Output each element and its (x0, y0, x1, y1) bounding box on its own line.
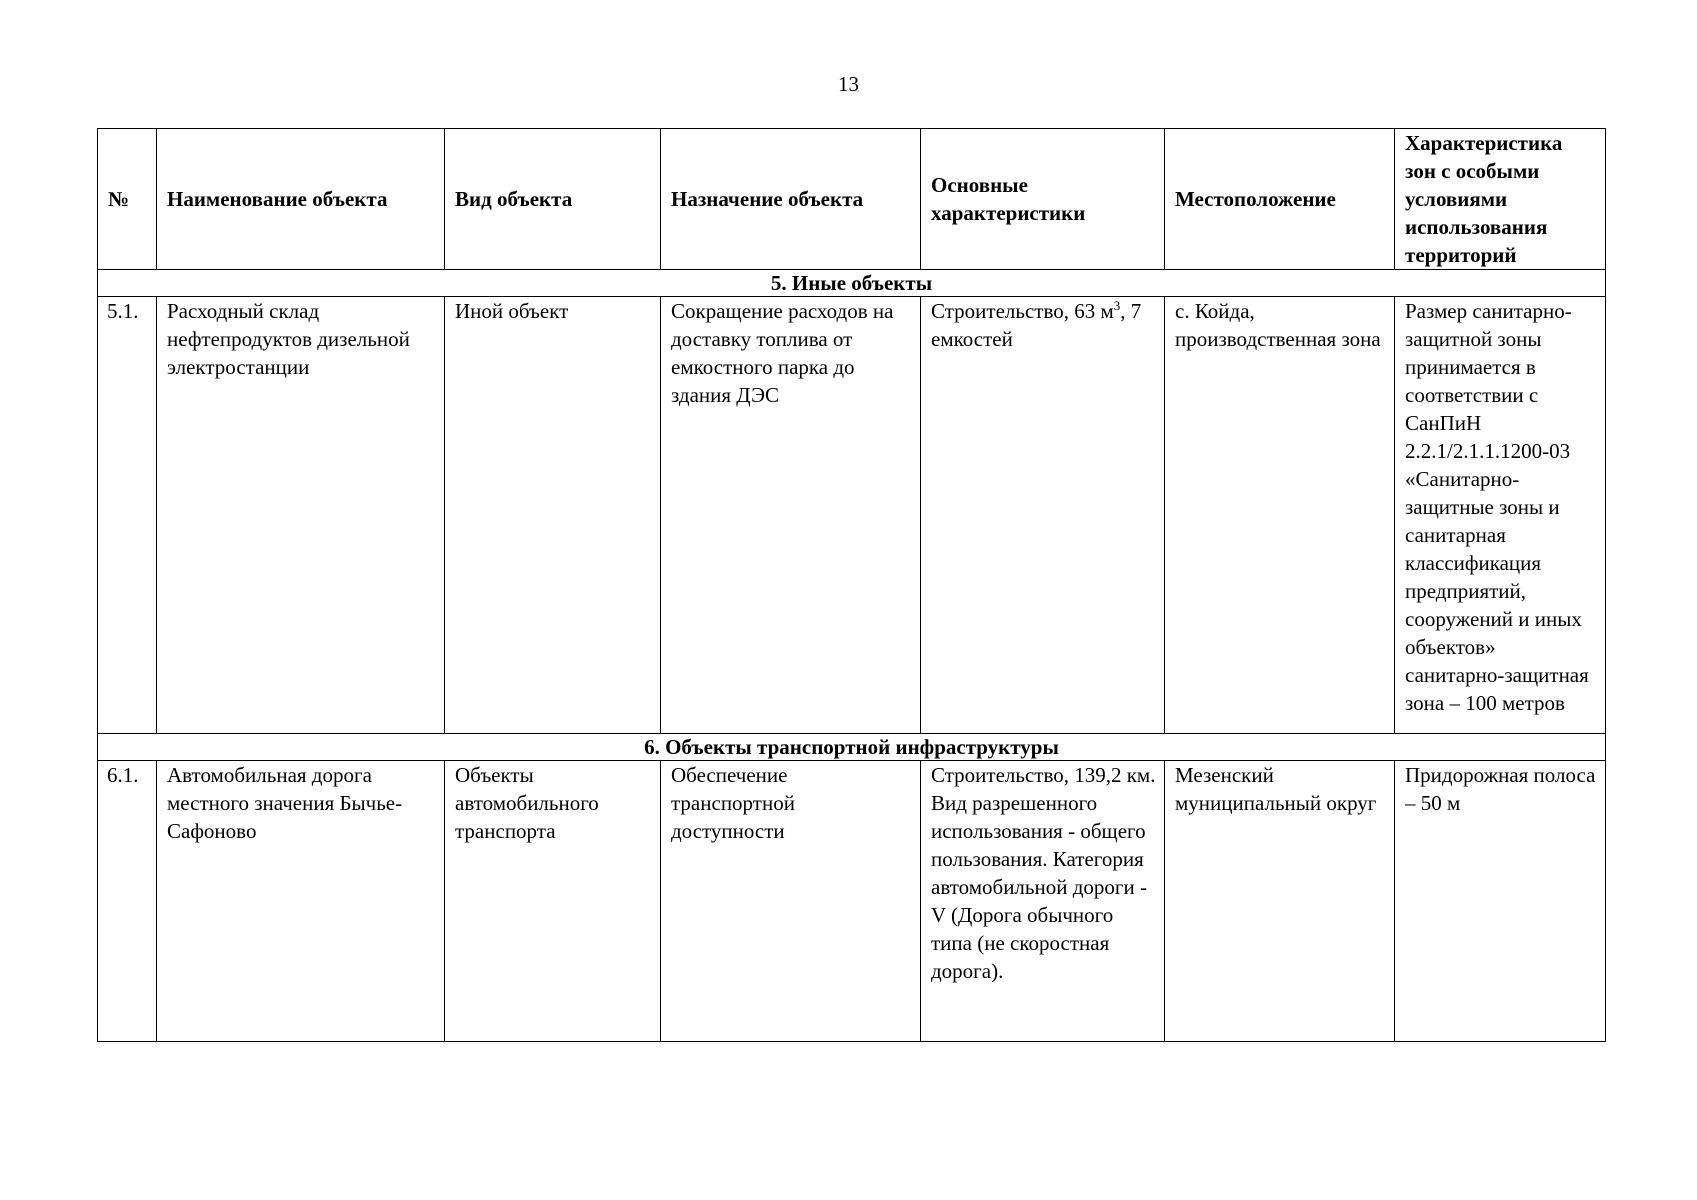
row-location: с. Койда, производственная зона (1165, 297, 1395, 734)
section-row (98, 734, 1606, 761)
row-purpose: Сокращение расходов на доставку топлива от емкостного парка до здания ДЭС (661, 297, 921, 734)
row-location: Мезенский муниципальный округ (1165, 761, 1395, 1042)
row-zones: Придорожная полоса – 50 м (1395, 761, 1606, 1042)
row-type: Объекты автомобильного транспорта (445, 761, 661, 1042)
objects-table (97, 128, 1606, 1042)
characteristics-text: Строительство, 63 м (931, 299, 1114, 323)
row-characteristics (921, 297, 1165, 734)
header-zones: Характеристика зон с особыми условиями использования территорий (1395, 129, 1606, 270)
header-type: Вид объекта (445, 129, 661, 270)
header-num: № (98, 129, 157, 270)
row-characteristics: Строительство, 139,2 км. Вид разрешенного использования - общего пользования. Категория автомобильной дороги - V (Дорога обычного типа (не скоростная дорога). (921, 761, 1165, 1042)
section-title: 5. Иные объекты (98, 270, 1606, 297)
row-name: Расходный склад нефтепродуктов дизельной электростанции (157, 297, 445, 734)
row-type: Иной объект (445, 297, 661, 734)
section-title: 6. Объекты транспортной инфраструктуры (98, 734, 1606, 761)
header-purpose: Назначение объекта (661, 129, 921, 270)
table-header-row (98, 129, 1606, 270)
characteristics-text-tail: , 7 емкостей (931, 299, 1142, 351)
row-num: 5.1. (98, 297, 157, 734)
header-location: Местоположение (1165, 129, 1395, 270)
header-name: Наименование объекта (157, 129, 445, 270)
page-number: 13 (838, 72, 859, 96)
section-row (98, 270, 1606, 297)
superscript-exponent: 3 (1113, 298, 1121, 313)
table-row (98, 761, 1606, 1042)
row-purpose: Обеспечение транспортной доступности (661, 761, 921, 1042)
header-characteristics: Основные характеристики (921, 129, 1165, 270)
row-zones: Размер санитарно-защитной зоны принимается в соответствии с СанПиН 2.2.1/2.1.1.1200-03 «Санитарно-защитные зоны и санитарная классификация предприятий, сооружений и иных объектов» санитарно-защитная зона – 100 метров (1395, 297, 1606, 734)
row-name: Автомобильная дорога местного значения Бычье-Сафоново (157, 761, 445, 1042)
table-row (98, 297, 1606, 734)
row-num: 6.1. (98, 761, 157, 1042)
